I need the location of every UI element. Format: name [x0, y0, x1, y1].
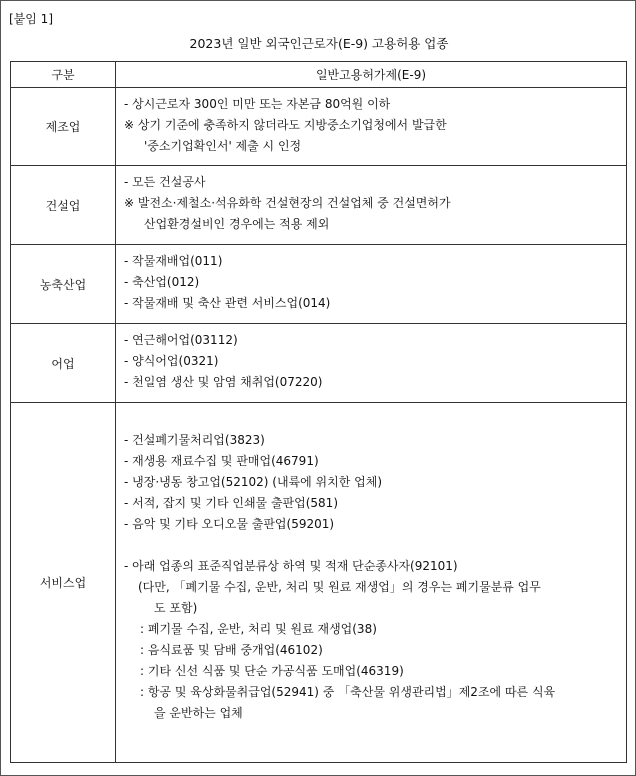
table-row-agriculture	[11, 245, 627, 324]
list-item: - 모든 건설공사	[124, 175, 206, 189]
content-fishery	[116, 324, 627, 403]
list-item: - 작물재배업(011)	[124, 254, 223, 268]
category-fishery: 어업	[11, 324, 116, 403]
list-item: - 음악 및 기타 오디오물 출판업(59201)	[124, 517, 335, 531]
list-item: - 연근해어업(03112)	[124, 333, 238, 347]
list-item: - 아래 업종의 표준직업분류상 하역 및 적재 단순종사자(92101)	[124, 559, 458, 573]
list-item: - 냉장·냉동 창고업(52102) (내륙에 위치한 업체)	[124, 475, 382, 489]
parenthetical-note: (다만, 「폐기물 수집, 운반, 처리 및 원료 재생업」의 경우는 폐기물분류 업무	[138, 580, 541, 594]
header-category: 구분	[11, 62, 116, 88]
table-row-services	[11, 403, 627, 763]
industry-table	[10, 61, 627, 763]
list-item: - 상시근로자 300인 미만 또는 자본금 80억원 이하	[124, 97, 391, 111]
header-content: 일반고용허가제(E-9)	[116, 62, 627, 88]
parenthetical-continuation: 도 포함)	[154, 601, 198, 615]
content-construction	[116, 166, 627, 245]
sub-item: : 항공 및 육상화물취급업(52941) 중 「축산물 위생관리법」제2조에 따른 식육	[140, 685, 556, 699]
list-item: - 축산업(012)	[124, 275, 200, 289]
attachment-label: [붙임 1]	[9, 12, 53, 26]
table-row-fishery	[11, 324, 627, 403]
note-item: ※ 발전소·제철소·석유화학 건설현장의 건설업체 중 건설면허가	[124, 196, 451, 210]
category-agriculture: 농축산업	[11, 245, 116, 324]
note-item: ※ 상기 기준에 충족하지 않더라도 지방중소기업청에서 발급한	[124, 118, 447, 132]
table-header-row	[11, 62, 627, 88]
spacer	[124, 535, 618, 556]
category-services: 서비스업	[11, 403, 116, 763]
list-item: - 건설폐기물처리업(3823)	[124, 433, 265, 447]
note-continuation: 산업환경설비인 경우에는 적용 제외	[144, 217, 330, 231]
list-item: - 천일염 생산 및 암염 채취업(07220)	[124, 375, 323, 389]
category-manufacturing: 제조업	[11, 88, 116, 166]
content-manufacturing	[116, 88, 627, 166]
content-agriculture	[116, 245, 627, 324]
sub-item: : 음식료품 및 담배 중개업(46102)	[140, 643, 323, 657]
table-row-manufacturing	[11, 88, 627, 166]
category-construction: 건설업	[11, 166, 116, 245]
list-item: - 양식어업(0321)	[124, 354, 219, 368]
document-title: 2023년 일반 외국인근로자(E-9) 고용허용 업종	[189, 36, 449, 51]
list-item: - 재생용 재료수집 및 판매업(46791)	[124, 454, 319, 468]
table-row-construction	[11, 166, 627, 245]
note-continuation: '중소기업확인서' 제출 시 인정	[144, 139, 302, 153]
sub-item-continuation: 을 운반하는 업체	[154, 706, 243, 720]
sub-item: : 기타 신선 식품 및 단순 가공식품 도매업(46319)	[140, 664, 404, 678]
sub-item: : 폐기물 수집, 운반, 처리 및 원료 재생업(38)	[140, 622, 377, 636]
list-item: - 작물재배 및 축산 관련 서비스업(014)	[124, 296, 331, 310]
content-services	[116, 403, 627, 763]
list-item: - 서적, 잡지 및 기타 인쇄물 출판업(581)	[124, 496, 338, 510]
